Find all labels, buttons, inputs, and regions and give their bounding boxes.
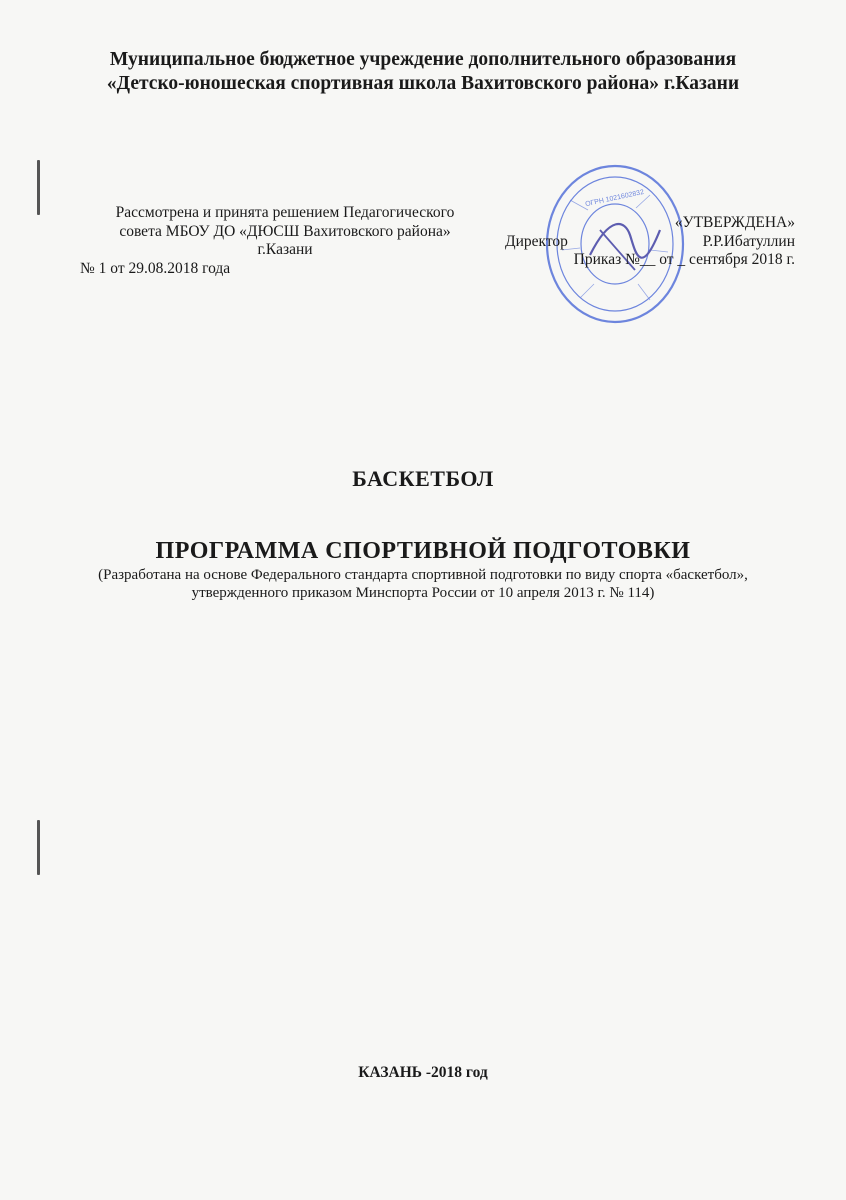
approved-label: «УТВЕРЖДЕНА» bbox=[674, 214, 795, 231]
director-approval-block bbox=[505, 214, 795, 270]
council-protocol-number: № 1 от 29.08.2018 года bbox=[80, 259, 231, 277]
program-title: ПРОГРАММА СПОРТИВНОЙ ПОДГОТОВКИ bbox=[155, 538, 691, 564]
council-line-2: совета МБОУ ДО «ДЮСШ Вахитовского района» bbox=[119, 222, 451, 240]
organization-header bbox=[40, 48, 806, 97]
subtitle-line-1: (Разработана на основе Федерального стандарта спортивной подготовки по виду спорта «баскетбол», bbox=[98, 567, 748, 583]
program-subtitle bbox=[40, 566, 806, 603]
organization-line-2: «Детско-юношеская спортивная школа Вахитовского района» г.Казани bbox=[106, 73, 740, 95]
council-approval-block bbox=[80, 204, 490, 278]
binder-hole-mark bbox=[37, 820, 40, 875]
organization-line-1: Муниципальное бюджетное учреждение дополнительного образования bbox=[109, 49, 737, 70]
council-line-1: Рассмотрена и принята решением Педагогического bbox=[115, 204, 455, 221]
director-name: Р.Р.Ибатуллин bbox=[702, 232, 795, 250]
stamp-text: ОГРН 1021602832 bbox=[584, 188, 645, 209]
binder-hole-mark bbox=[37, 160, 40, 215]
director-label: Директор bbox=[505, 232, 568, 250]
place-and-year: КАЗАНЬ -2018 год bbox=[358, 1064, 488, 1081]
sport-title: БАСКЕТБОЛ bbox=[352, 466, 494, 491]
subtitle-line-2: утвержденного приказом Минспорта России от 10 апреля 2013 г. № 114) bbox=[191, 585, 655, 602]
council-line-3: г.Казани bbox=[257, 241, 313, 259]
director-signature-line bbox=[505, 233, 795, 252]
approval-order: Приказ №__ от _ сентября 2018 г. bbox=[573, 251, 795, 269]
